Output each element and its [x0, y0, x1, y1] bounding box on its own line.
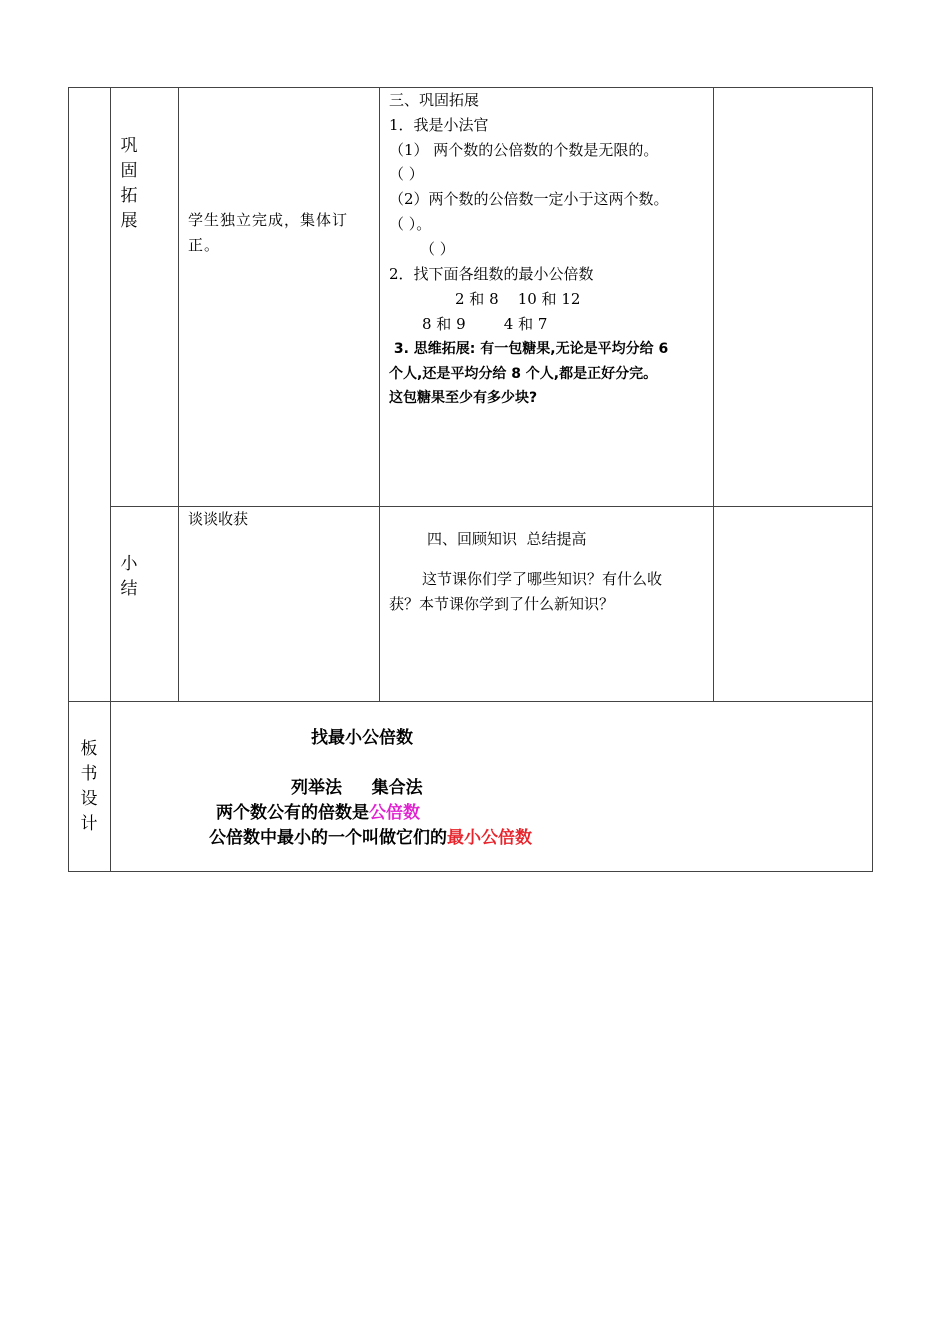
row1-item1-q1: （1） 两个数的公倍数的个数是无限的。 — [389, 141, 659, 159]
row2-label — [119, 552, 139, 602]
board-methods: 列举法 集合法 — [291, 778, 423, 798]
row1-label — [119, 134, 139, 234]
board-line1-prefix: 两个数公有的倍数是 — [216, 803, 369, 823]
row2-label-char: 结 — [120, 579, 138, 599]
row2-content-heading: 四、回顾知识 总结提高 — [427, 530, 587, 548]
row1-item1-q1-blank: （ ） — [389, 165, 424, 183]
row1-label-char: 展 — [120, 211, 138, 231]
table-border-bottom — [68, 871, 873, 872]
row1-label-char: 固 — [120, 161, 138, 181]
row1-student-activity-line: 正。 — [188, 236, 221, 254]
board-label-char: 板 — [80, 739, 98, 759]
row1-item1-q2: （2）两个数的公倍数一定小于这两个数。 — [389, 190, 669, 208]
row1-item3-line2: 个人,还是平均分给 8 个人,都是正好分完。 — [389, 366, 658, 382]
table-border-right — [872, 87, 873, 872]
row1-content-heading: 三、巩固拓展 — [389, 91, 480, 109]
board-label-char: 书 — [80, 764, 98, 784]
row1-item2-pairs-row2: 8 和 9 4 和 7 — [422, 315, 548, 333]
row1-item3-line3: 这包糖果至少有多少块? — [389, 390, 538, 406]
row1-item1-q2-blank: （ ）。 — [389, 215, 432, 233]
row1-item1-q2-blank2: （ ） — [420, 240, 455, 258]
table-col-divider-4 — [713, 87, 714, 702]
row1-student-activity — [188, 208, 348, 258]
table-col-divider-2 — [178, 87, 179, 702]
row1-label-char: 巩 — [120, 136, 138, 156]
board-definition-line1 — [216, 798, 420, 823]
board-label-char: 计 — [80, 814, 98, 834]
row2-content-line1: 这节课你们学了哪些知识？有什么收 — [422, 570, 663, 588]
board-label-char: 设 — [80, 789, 98, 809]
board-line1-highlight: 公倍数 — [369, 803, 420, 823]
table-col-divider-3 — [379, 87, 380, 702]
board-line2-highlight: 最小公倍数 — [447, 828, 532, 848]
row2-student-activity: 谈谈收获 — [188, 510, 249, 528]
board-title: 找最小公倍数 — [311, 728, 413, 748]
table-border-section-divider — [68, 701, 873, 702]
row2-content-line2: 获？本节课你学到了什么新知识？ — [389, 595, 615, 613]
table-border-left — [68, 87, 69, 872]
board-label — [79, 737, 99, 837]
row1-label-char: 拓 — [120, 186, 138, 206]
table-col-divider-1 — [110, 87, 111, 872]
board-line2-prefix: 公倍数中最小的一个叫做它们的 — [209, 828, 447, 848]
board-definition-line2 — [209, 823, 532, 848]
row2-label-char: 小 — [120, 554, 138, 574]
row1-item1-title: 1．我是小法官 — [389, 116, 489, 134]
row1-item3-line1: 3. 思维拓展: 有一包糖果,无论是平均分给 6 — [389, 341, 669, 357]
row1-student-activity-line: 学生独立完成，集体订 — [188, 211, 349, 229]
row1-item2-title: 2．找下面各组数的最小公倍数 — [389, 265, 594, 283]
row1-item2-pairs-row1: 2 和 8 10 和 12 — [455, 290, 581, 308]
